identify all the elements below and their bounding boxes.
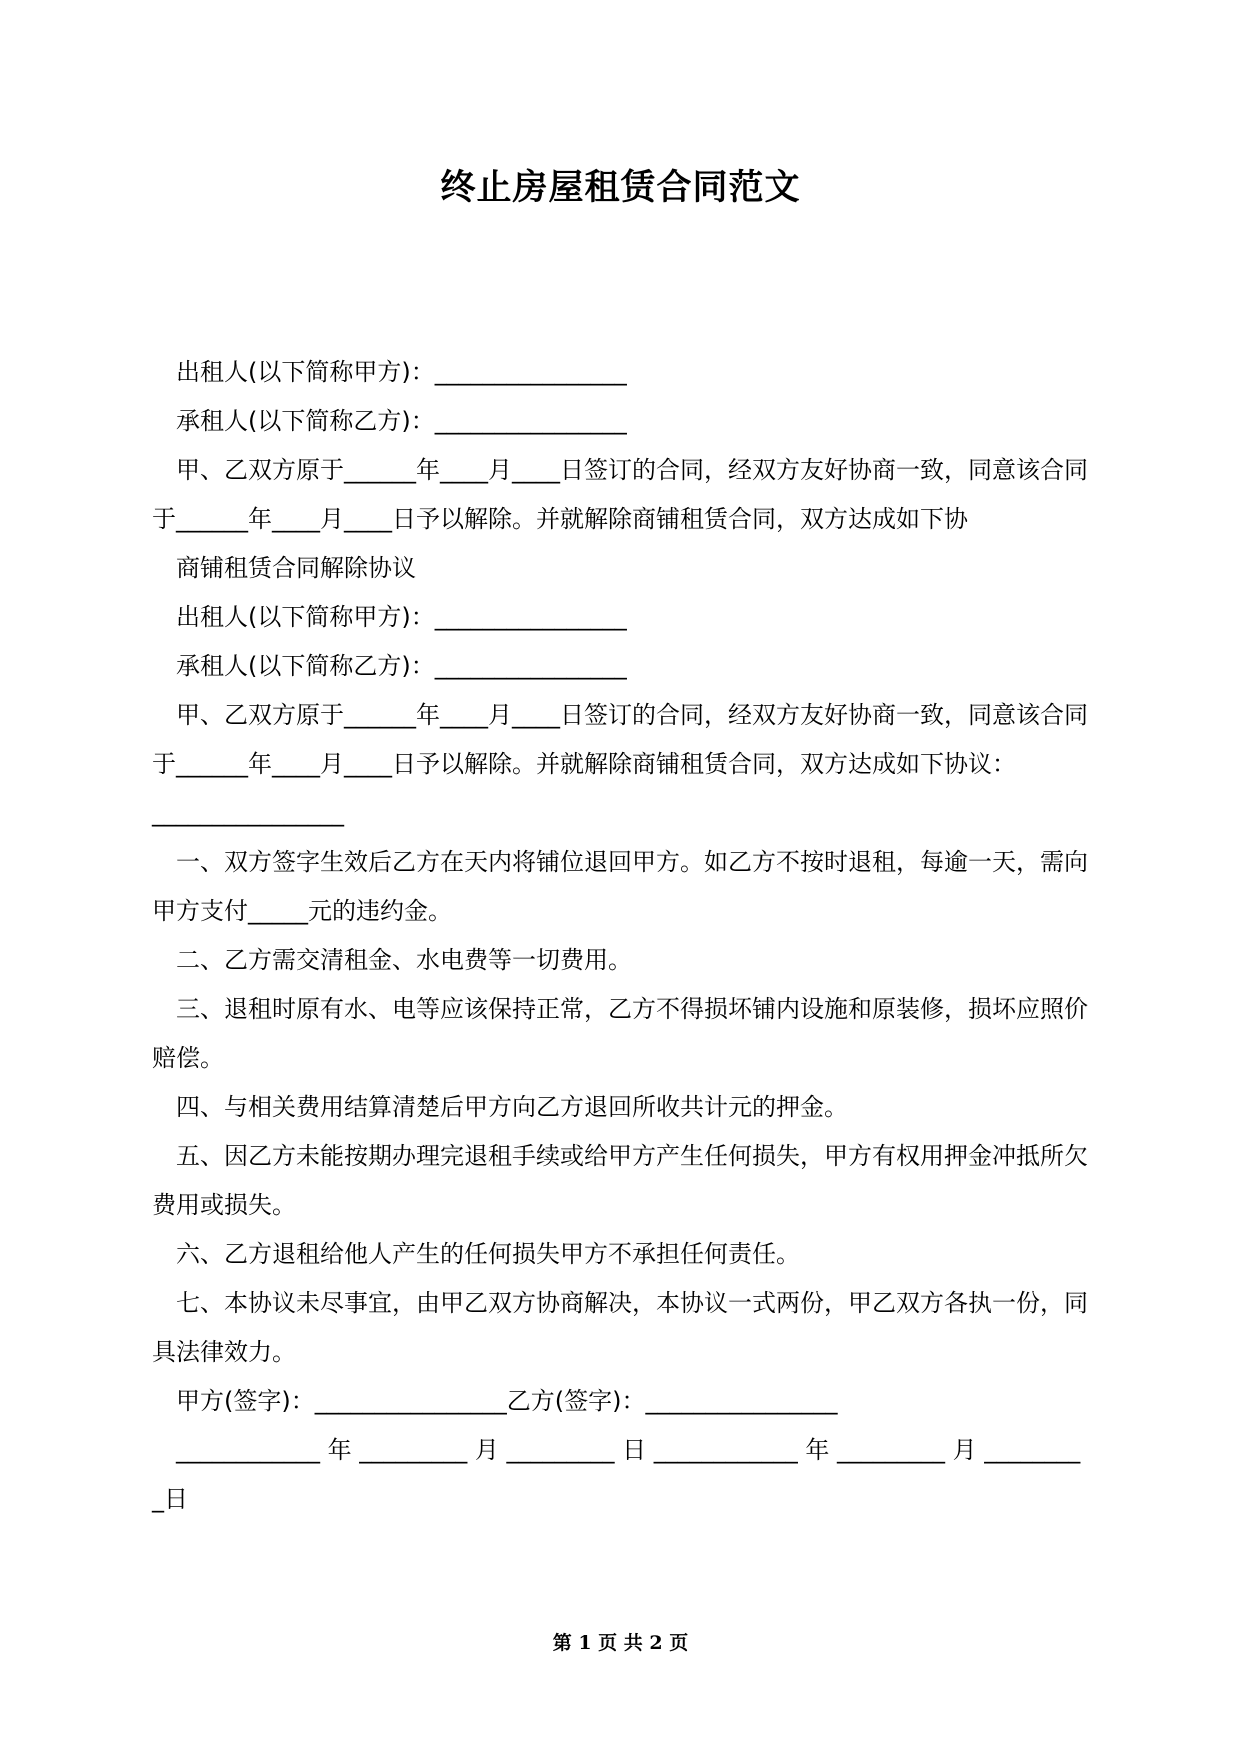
clause-6: 六、乙方退租给他人产生的任何损失甲方不承担任何责任。 — [176, 1240, 800, 1268]
termination-paragraph: 甲、乙双方原于______年____月____日签订的合同，经双方友好协商一致，同意该合同于______年____月____日予以解除。并就解除商铺租赁合同，双方达成如下协 — [152, 456, 1088, 533]
termination-paragraph: 甲、乙双方原于______年____月____日签订的合同，经双方友好协商一致，同意该合同于______年____月____日予以解除。并就解除商铺租赁合同，双方达成如下协议： — [152, 701, 1088, 778]
document-body — [152, 348, 1092, 1524]
date-line: ____________ 年 _________ 月 _________ 日 ____________ 年 _________ 月 _________日 — [152, 1436, 1081, 1513]
clause-3: 三、退租时原有水、电等应该保持正常，乙方不得损坏铺内设施和原装修，损坏应照价赔偿。 — [152, 995, 1088, 1072]
clause-1: 一、双方签字生效后乙方在天内将铺位退回甲方。如乙方不按时退租，每逾一天，需向甲方支付_____元的违约金。 — [152, 848, 1088, 925]
clause-7: 七、本协议未尽事宜，由甲乙双方协商解决，本协议一式两份，甲乙双方各执一份，同具法律效力。 — [152, 1289, 1088, 1366]
lessee-line: 承租人(以下简称乙方)：________________ — [176, 652, 627, 680]
lessor-line: 出租人(以下简称甲方)：________________ — [176, 358, 627, 386]
lessor-line: 出租人(以下简称甲方)：________________ — [176, 603, 627, 631]
agreement-heading: 商铺租赁合同解除协议 — [176, 554, 416, 582]
clause-5: 五、因乙方未能按期办理完退租手续或给甲方产生任何损失，甲方有权用押金冲抵所欠费用或损失。 — [152, 1142, 1088, 1219]
lessee-line: 承租人(以下简称乙方)：________________ — [176, 407, 627, 435]
clause-4: 四、与相关费用结算清楚后甲方向乙方退回所收共计元的押金。 — [176, 1093, 848, 1121]
clause-2: 二、乙方需交清租金、水电费等一切费用。 — [176, 946, 632, 974]
document-title: 终止房屋租赁合同范文 — [440, 168, 801, 208]
signature-line: 甲方(签字)：________________乙方(签字)：________________ — [176, 1387, 838, 1415]
blank-line: ________________ — [152, 799, 344, 827]
page-number: 第 1 页 共 2 页 — [552, 1632, 689, 1654]
